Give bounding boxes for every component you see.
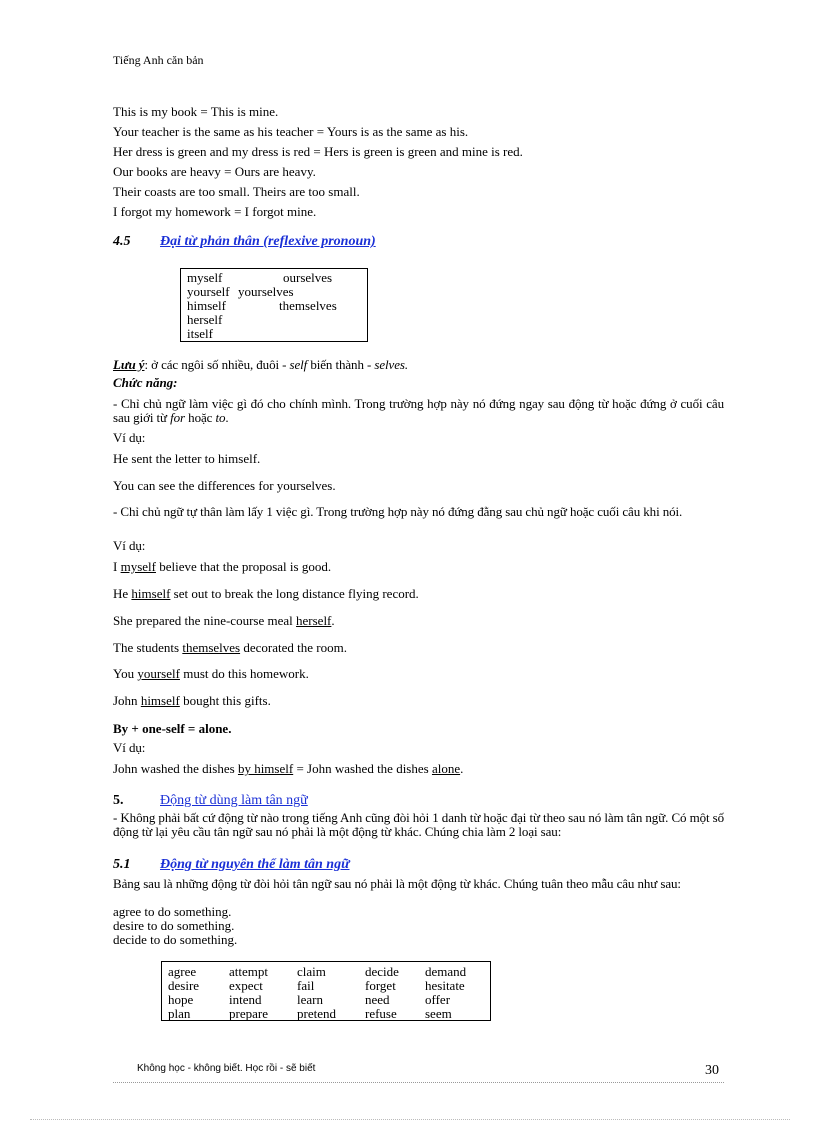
emphasis: alone: [431, 761, 461, 776]
example-label: Ví dụ:: [113, 538, 146, 553]
reflexive-pronoun-table: [180, 268, 368, 342]
text: You: [113, 666, 138, 681]
example-sentence: [113, 613, 335, 629]
section-title-link[interactable]: Động từ nguyên thể làm tân ngữ: [160, 857, 350, 872]
function-2-paragraph: - Chỉ chủ ngữ tự thân làm lấy 1 việc gì. Trong trường hợp này nó đứng đằng sau chủ ngữ hoặc cuối câu khi nói.: [113, 504, 683, 519]
possessive-example: This is my book = This is mine.: [113, 104, 279, 119]
text: bought this gifts.: [179, 693, 271, 708]
table-cell: fail: [297, 978, 315, 993]
keyword-to: to: [215, 410, 226, 425]
page-number: 30: [705, 1063, 719, 1078]
example-sentence: [113, 559, 331, 575]
paragraph-text: hoặc: [185, 410, 216, 425]
emphasis: himself: [140, 693, 180, 708]
note-line: [113, 357, 408, 373]
text: She prepared the nine-course meal: [113, 613, 297, 628]
table-cell: seem: [425, 1006, 452, 1021]
emphasis: herself: [296, 613, 332, 628]
table-cell: attempt: [229, 964, 268, 979]
section-number: 5.1: [113, 857, 131, 872]
table-cell: decide: [365, 964, 399, 979]
table-cell: agree: [168, 964, 197, 979]
section-title-link[interactable]: Đại từ phản thân (reflexive pronoun): [160, 234, 376, 249]
table-cell: ourselves: [283, 270, 333, 285]
table-cell: yourself: [187, 284, 230, 299]
pattern-line: decide to do something.: [113, 932, 238, 947]
example-sentence: [113, 666, 309, 682]
table-cell: need: [365, 992, 390, 1007]
table-cell: itself: [187, 326, 213, 341]
table-cell: pretend: [297, 1006, 336, 1021]
emphasis: themselves: [182, 640, 241, 655]
paragraph-text: .: [225, 410, 229, 425]
section-5-1-description: Bảng sau là những động từ đòi hỏi tân ngữ sau nó phải là một động từ khác. Chúng tuân theo mẫu câu như sau:: [113, 876, 681, 891]
possessive-example: Her dress is green and my dress is red = Hers is green is green and mine is red.: [113, 144, 523, 159]
text: decorated the room.: [240, 640, 347, 655]
running-header: Tiếng Anh căn bản: [113, 53, 204, 67]
table-cell: intend: [229, 992, 262, 1007]
example-label: Ví dụ:: [113, 740, 146, 755]
table-cell: claim: [297, 964, 326, 979]
table-cell: plan: [168, 1006, 191, 1021]
section-5-intro: - Không phải bất cứ động từ nào trong tiếng Anh cũng đòi hỏi 1 danh từ hoặc đại từ theo sau nó làm tân ngữ. Có một số động từ lại yêu cầu tân ngữ sau nó phải là một động từ khác. Chúng chia làm 2 loại sau:: [113, 810, 724, 839]
example-sentence: [113, 693, 271, 709]
possessive-example: Our books are heavy = Ours are heavy.: [113, 164, 316, 179]
by-oneself-rule: By + one-self = alone.: [113, 721, 232, 736]
text: .: [331, 613, 335, 628]
example-label: Ví dụ:: [113, 430, 146, 445]
text: must do this homework.: [179, 666, 309, 681]
table-cell: learn: [297, 992, 323, 1007]
emphasis: himself: [131, 586, 171, 601]
table-cell: hesitate: [425, 978, 465, 993]
example-sentence: You can see the differences for yourselves.: [113, 478, 336, 493]
paragraph-text: - Chỉ chủ ngữ làm việc gì đó cho chính mình. Trong trường hợp này nó đứng ngay sau động từ hoặc đứng ở cuối câu sau giới từ: [113, 396, 724, 425]
table-cell: prepare: [229, 1006, 268, 1021]
text: The students: [113, 640, 183, 655]
pattern-line: agree to do something.: [113, 904, 232, 919]
emphasis: yourself: [137, 666, 180, 681]
text: = John washed the dishes: [293, 761, 432, 776]
function-heading: Chức năng:: [113, 375, 178, 390]
section-number: 4.5: [113, 234, 131, 249]
table-cell: desire: [168, 978, 200, 993]
table-cell: expect: [229, 978, 263, 993]
section-title-link[interactable]: Động từ dùng làm tân ngữ: [160, 793, 308, 808]
infinitive-verb-table: [161, 961, 491, 1021]
emphasis: by himself: [237, 761, 294, 776]
page-edge: [30, 1119, 790, 1120]
table-cell: hope: [168, 992, 194, 1007]
table-cell: refuse: [365, 1006, 397, 1021]
table-cell: himself: [187, 298, 226, 313]
text: .: [460, 761, 464, 776]
table-cell: offer: [425, 992, 451, 1007]
possessive-example: Your teacher is the same as his teacher = Yours is as the same as his.: [113, 124, 469, 139]
possessive-example: Their coasts are too small. Theirs are too small.: [113, 184, 360, 199]
keyword-for: for: [170, 410, 186, 425]
text: John washed the dishes: [113, 761, 238, 776]
table-cell: demand: [425, 964, 467, 979]
selves-suffix: selves.: [374, 357, 408, 372]
note-text: biến thành -: [307, 357, 375, 372]
example-sentence: He sent the letter to himself.: [113, 451, 261, 466]
example-sentence: [113, 640, 347, 656]
text: believe that the proposal is good.: [155, 559, 332, 574]
table-cell: yourselves: [238, 284, 294, 299]
table-cell: myself: [187, 270, 223, 285]
self-suffix: self: [289, 357, 308, 372]
table-cell: herself: [187, 312, 223, 327]
function-1-paragraph: [113, 397, 724, 425]
table-cell: forget: [365, 978, 396, 993]
example-sentence: [113, 586, 419, 602]
text: I: [113, 559, 121, 574]
note-label: Lưu ý: [113, 357, 145, 372]
possessive-example: I forgot my homework = I forgot mine.: [113, 204, 317, 219]
text: set out to break the long distance flying record.: [170, 586, 419, 601]
footer-divider: [113, 1082, 724, 1083]
table-cell: themselves: [279, 298, 337, 313]
example-sentence: [113, 761, 463, 777]
note-text: : ở các ngôi số nhiều, đuôi -: [144, 357, 290, 372]
emphasis: myself: [120, 559, 156, 574]
text: He: [113, 586, 132, 601]
text: John: [113, 693, 141, 708]
pattern-line: desire to do something.: [113, 918, 235, 933]
section-number: 5.: [113, 793, 124, 808]
footer-motto: Không học - không biết. Học rồi - sẽ biết: [137, 1063, 316, 1074]
